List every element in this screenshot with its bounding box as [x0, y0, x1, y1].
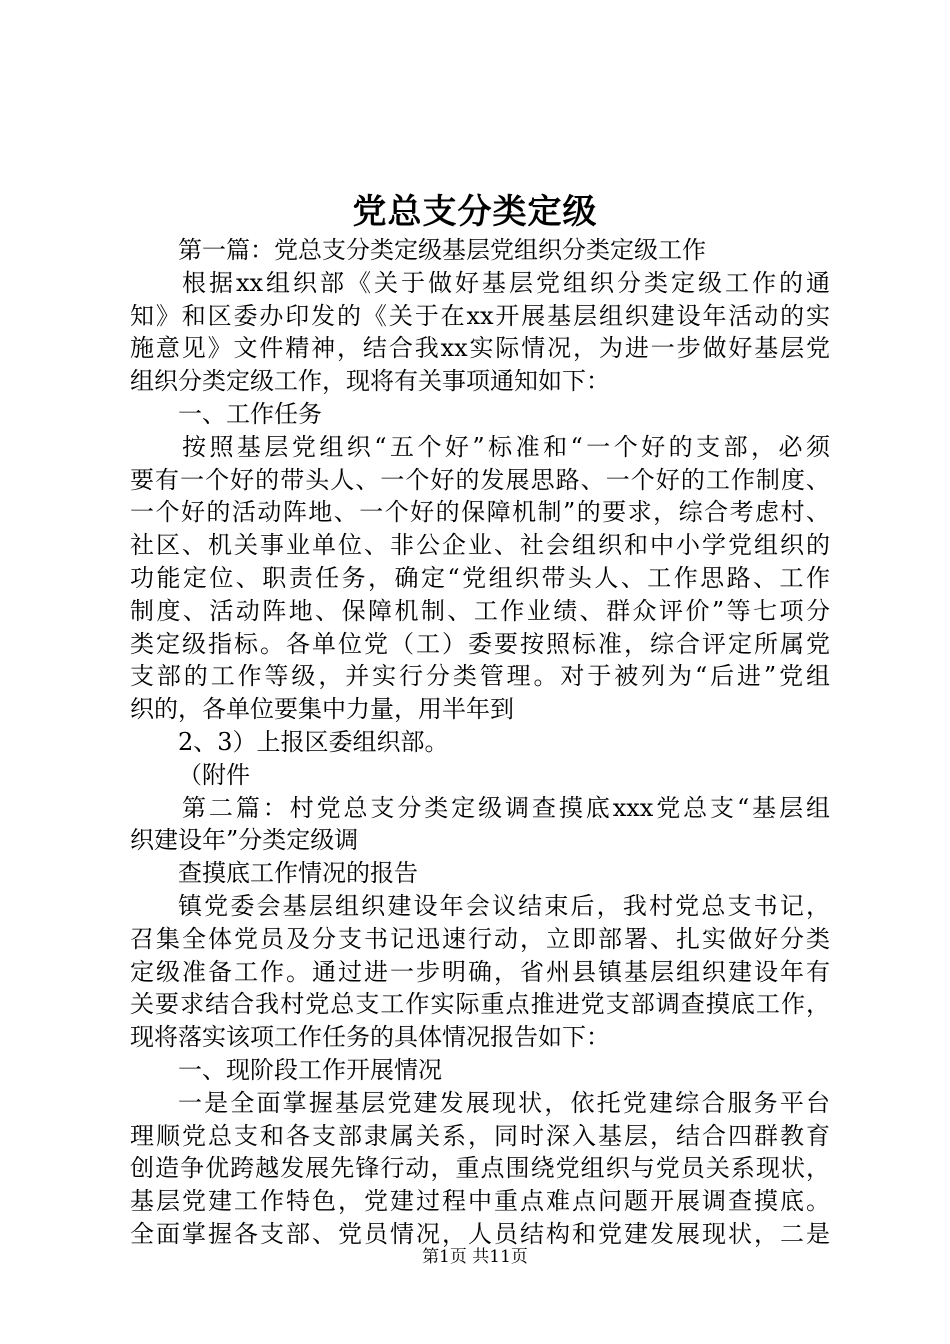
- text-line: 召集全体党员及分支书记迅速行动，立即部署、扎实做好分类: [130, 924, 830, 953]
- document-body: [130, 234, 830, 1251]
- text-line: 织建设年”分类定级调: [130, 826, 359, 855]
- text-line: 按照基层党组织“五个好”标准和“一个好的支部，必须: [182, 432, 830, 461]
- text-line: 创造争优跨越发展先锋行动，重点围绕党组织与党员关系现状，: [130, 1154, 830, 1183]
- text-line: 第一篇：党总支分类定级基层党组织分类定级工作: [178, 236, 706, 264]
- document-title: 党总支分类定级: [352, 192, 598, 232]
- text-line: 知》和区委办印发的《关于在xx开展基层组织建设年活动的实: [130, 301, 830, 330]
- text-line: 组织分类定级工作，现将有关事项通知如下：: [130, 367, 610, 396]
- text-line: 支部的工作等级，并实行分类管理。对于被列为“后进”党组: [130, 662, 830, 691]
- text-line: 根据xx组织部《关于做好基层党组织分类定级工作的通: [182, 268, 830, 297]
- text-line: 关要求结合我村党总支工作实际重点推进党支部调查摸底工作，: [130, 990, 830, 1019]
- text-line: （附件: [178, 760, 250, 789]
- section-heading: 一、工作任务: [178, 399, 322, 428]
- text-line: 制度、活动阵地、保障机制、工作业绩、群众评价”等七项分: [130, 596, 830, 625]
- text-line: 查摸底工作情况的报告: [178, 859, 418, 888]
- text-line: 功能定位、职责任务，确定“党组织带头人、工作思路、工作: [130, 563, 830, 592]
- text-line: 理顺党总支和各支部隶属关系，同时深入基层，结合四群教育: [130, 1121, 830, 1150]
- text-line: 基层党建工作特色，党建过程中重点难点问题开展调查摸底。: [130, 1187, 830, 1216]
- text-line: 社区、机关事业单位、非公企业、社会组织和中小学党组织的: [130, 531, 830, 560]
- text-line: 第二篇：村党总支分类定级调查摸底xxx党总支“基层组: [182, 793, 830, 822]
- section-heading: 一、现阶段工作开展情况: [178, 1055, 442, 1084]
- text-line: 要有一个好的带头人、一个好的发展思路、一个好的工作制度、: [130, 465, 830, 494]
- text-line: 2、3）上报区委组织部。: [178, 727, 449, 756]
- text-line: 镇党委会基层组织建设年会议结束后，我村党总支书记，: [178, 891, 830, 920]
- text-line: 定级准备工作。通过进一步明确，省州县镇基层组织建设年有: [130, 957, 830, 986]
- text-line: 一是全面掌握基层党建发展现状，依托党建综合服务平台: [178, 1088, 830, 1117]
- text-line: 全面掌握各支部、党员情况，人员结构和党建发展现状，二是: [130, 1219, 830, 1248]
- text-line: 现将落实该项工作任务的具体情况报告如下：: [130, 1023, 610, 1052]
- text-line: 类定级指标。各单位党（工）委要按照标准，综合评定所属党: [130, 629, 830, 658]
- page-number: 第1页 共11页: [422, 1247, 528, 1267]
- text-line: 施意见》文件精神，结合我xx实际情况，为进一步做好基层党: [130, 334, 830, 363]
- text-line: 织的，各单位要集中力量，用半年到: [130, 695, 514, 724]
- text-line: 一个好的活动阵地、一个好的保障机制”的要求，综合考虑村、: [130, 498, 830, 527]
